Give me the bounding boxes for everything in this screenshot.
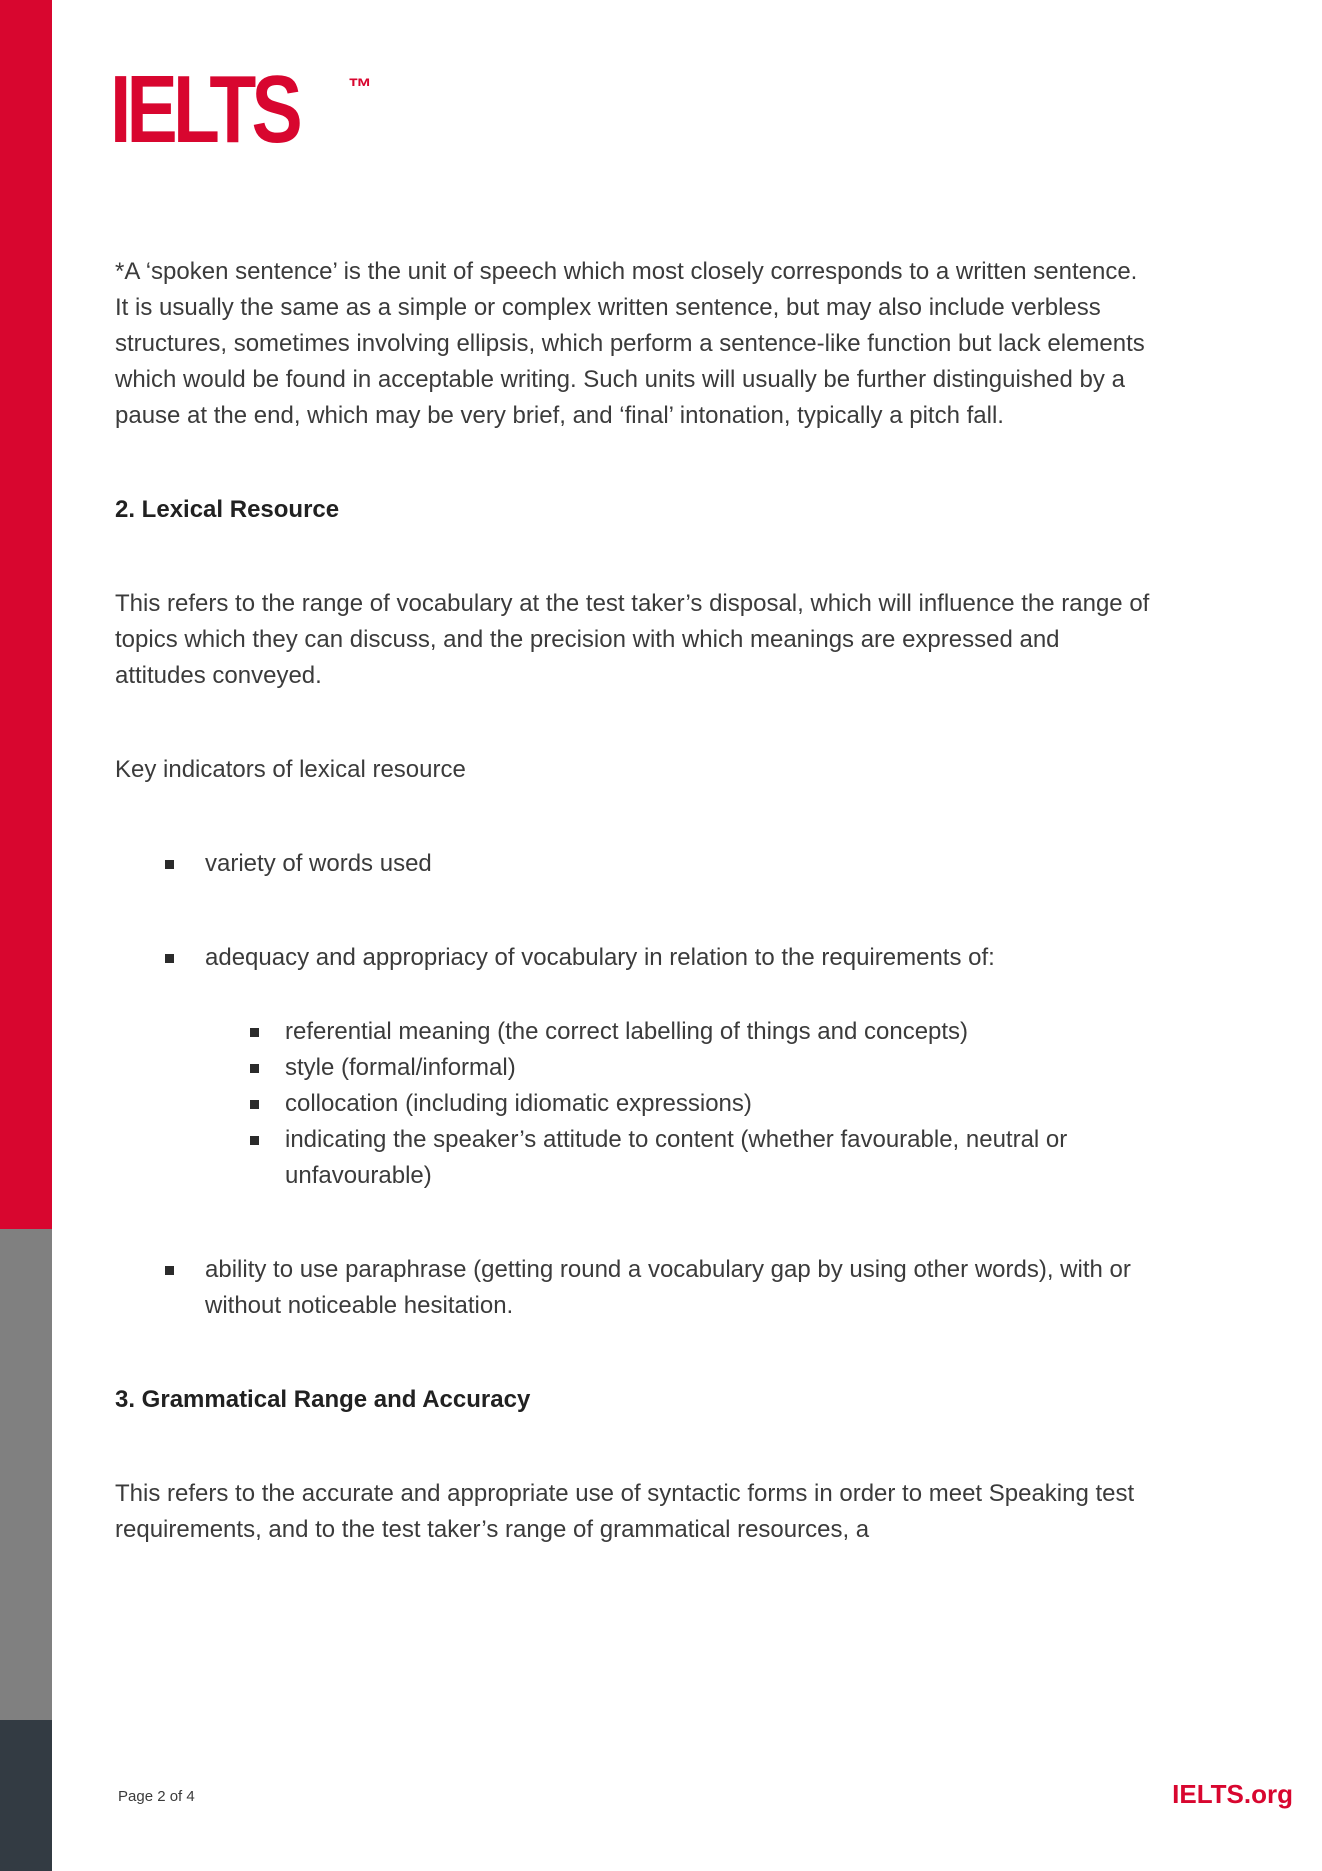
sub-list-item bbox=[115, 1050, 1155, 1086]
list-item bbox=[115, 1252, 1155, 1324]
ielts-org-link[interactable]: IELTS.org bbox=[1172, 1779, 1293, 1809]
intro-paragraph: *A ‘spoken sentence’ is the unit of speech which most closely corresponds to a written sentence. It is usually the same as a simple or complex written sentence, but may also include verbless structures, sometimes involving ellipsis, which perform a sentence-like function but lack elements which would be found in acceptable writing. Such units will usually be further distinguished by a pause at the end, which may be very brief, and ‘final’ intonation, typically a pitch fall. bbox=[115, 258, 1145, 429]
sub-list-item-text: referential meaning (the correct labelling of things and concepts) bbox=[285, 1018, 969, 1045]
sub-list-item bbox=[115, 1014, 1155, 1050]
sub-list-item-text: indicating the speaker’s attitude to content (whether favourable, neutral or unfavourable) bbox=[285, 1126, 1068, 1189]
square-bullet-icon bbox=[250, 1028, 259, 1037]
ielts-logo-text: IELTS bbox=[110, 56, 298, 163]
trademark-symbol: ™ bbox=[348, 74, 372, 101]
list-item-group bbox=[115, 940, 1155, 1194]
accent-bar-red-segment bbox=[0, 0, 52, 1229]
list-item bbox=[115, 940, 1155, 976]
document-body bbox=[115, 254, 1155, 1606]
key-indicators-label: Key indicators of lexical resource bbox=[115, 756, 466, 783]
square-bullet-icon bbox=[165, 1266, 174, 1275]
grammatical-range-paragraph: This refers to the accurate and appropriate use of syntactic forms in order to meet Speaking test requirements, and to the test taker’s range of grammatical resources, a bbox=[115, 1480, 1135, 1543]
lexical-resource-paragraph: This refers to the range of vocabulary at the test taker’s disposal, which will influence the range of topics which they can discuss, and the precision with which meanings are expressed and attitudes conveyed. bbox=[115, 590, 1150, 689]
section-heading-grammatical-range: 3. Grammatical Range and Accuracy bbox=[115, 1386, 531, 1413]
list-item-text: adequacy and appropriacy of vocabulary in relation to the requirements of: bbox=[205, 944, 995, 971]
ielts-logo bbox=[110, 56, 372, 163]
list-item-text: ability to use paraphrase (getting round a vocabulary gap by using other words), with or without noticeable hesitation. bbox=[205, 1256, 1131, 1319]
section-heading-lexical-resource: 2. Lexical Resource bbox=[115, 496, 340, 523]
square-bullet-icon bbox=[165, 954, 174, 963]
sub-list bbox=[115, 1014, 1155, 1194]
sub-list-item bbox=[115, 1086, 1155, 1122]
accent-bar-gray-segment bbox=[0, 1229, 52, 1720]
square-bullet-icon bbox=[165, 860, 174, 869]
square-bullet-icon bbox=[250, 1136, 259, 1145]
accent-bar-dark-segment bbox=[0, 1720, 52, 1871]
page-number: Page 2 of 4 bbox=[118, 1788, 195, 1805]
sub-list-item-text: collocation (including idiomatic expressions) bbox=[285, 1090, 752, 1117]
square-bullet-icon bbox=[250, 1100, 259, 1109]
sub-list-item bbox=[115, 1122, 1155, 1194]
list-item bbox=[115, 846, 1155, 882]
left-accent-bar bbox=[0, 0, 52, 1871]
list-item-text: variety of words used bbox=[205, 850, 432, 877]
square-bullet-icon bbox=[250, 1064, 259, 1073]
sub-list-item-text: style (formal/informal) bbox=[285, 1054, 516, 1081]
